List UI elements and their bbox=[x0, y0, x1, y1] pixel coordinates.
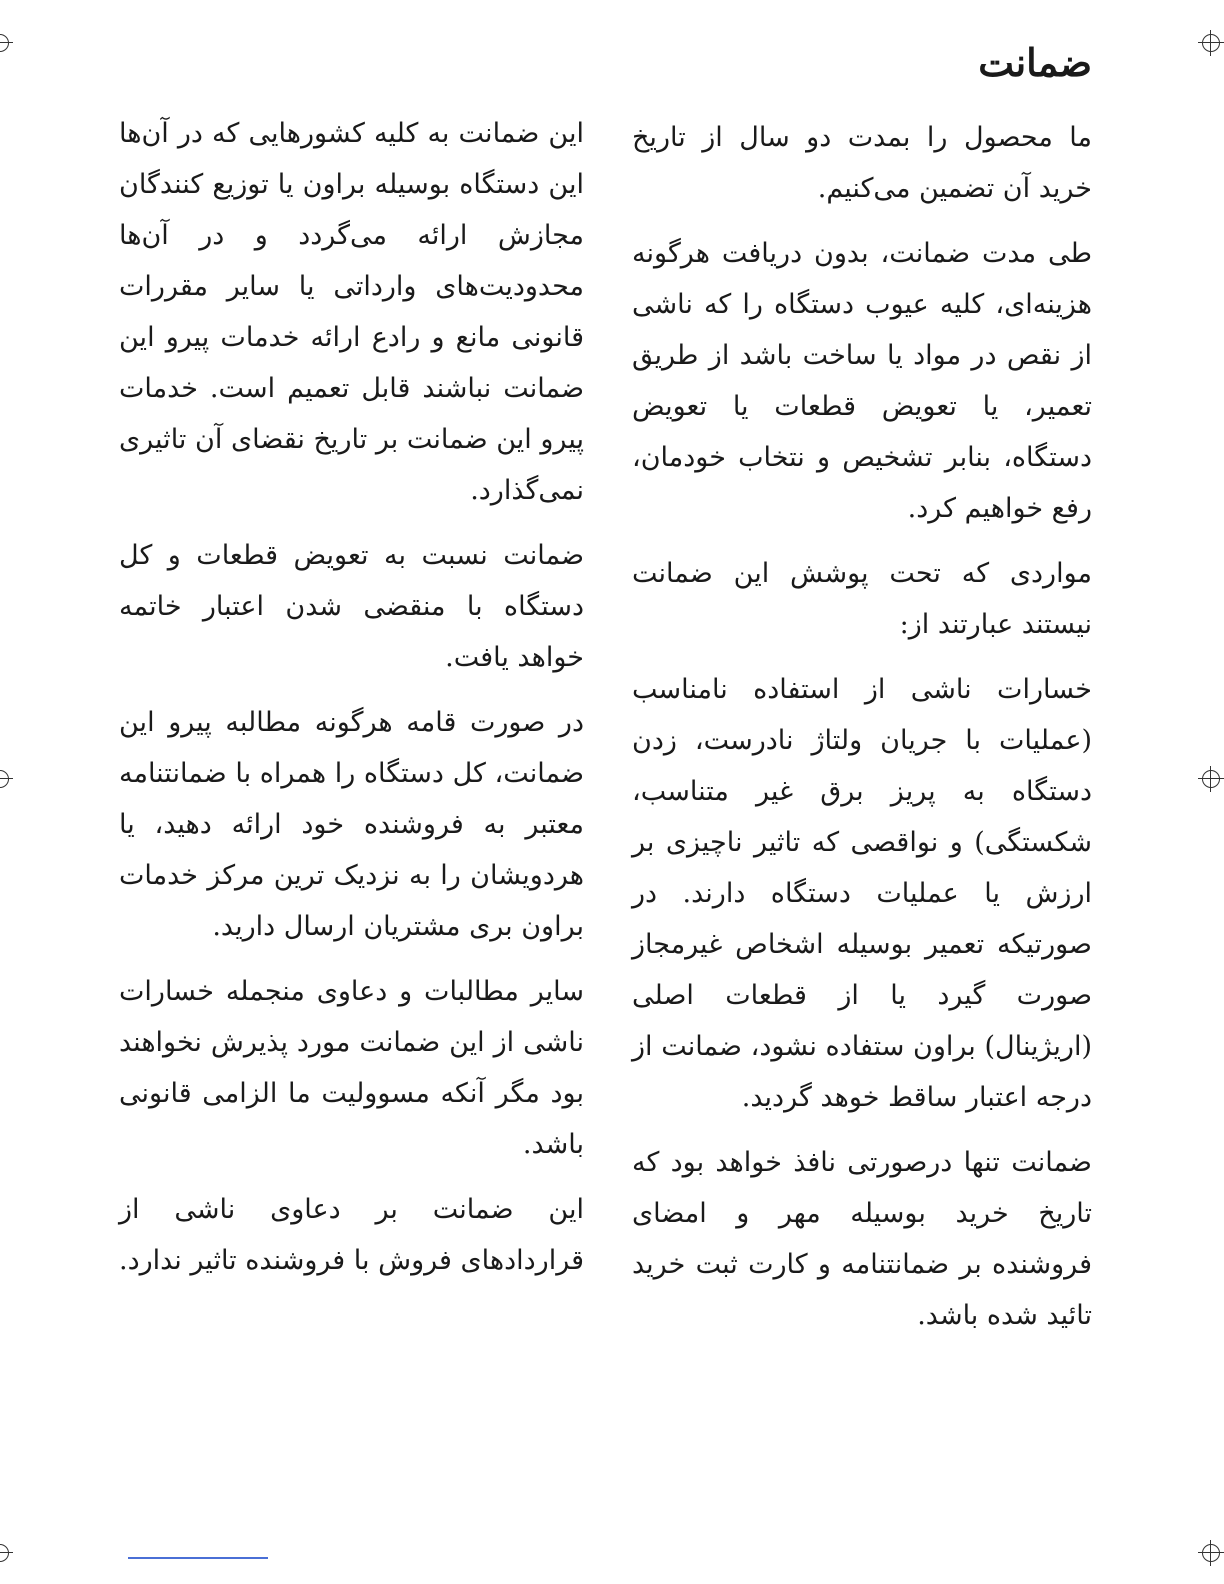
registration-mark-icon bbox=[1198, 766, 1224, 792]
paragraph: در صورت قامه هرگونه مطالبه پیرو این ضمانت، کل دستگاه را همراه با ضمانتنامه معتبر به فروشنده خود ارائه دهید، یا هردویشان را به نزدیک ترین مرکز خدمات براون بری مشتریان ارسال دارید. bbox=[119, 707, 584, 942]
registration-mark-icon bbox=[0, 1540, 13, 1566]
registration-mark-icon bbox=[1198, 30, 1224, 56]
left-column bbox=[119, 108, 584, 1300]
paragraph: سایر مطالبات و دعاوی منجمله خسارات ناشی از این ضمانت مورد پذیرش نخواهند بود مگر آنکه مسوولیت ما الزامی قانونی باشد. bbox=[119, 976, 584, 1160]
paragraph: ما محصول را بمدت دو سال از تاریخ خرید آن تضمین می‌کنیم. bbox=[632, 122, 1092, 204]
paragraph: طی مدت ضمانت، بدون دریافت هرگونه هزینه‌ای، کلیه عیوب دستگاه را که ناشی از نقص در مواد یا ساخت باشد از طریق تعمیر، یا تعویض قطعات یا تعویض دستگاه، بنابر تشخیص و نتخاب خودمان، رفع خواهیم کرد. bbox=[632, 238, 1092, 524]
paragraph: ضمانت نسبت به تعویض قطعات و کل دستگاه با منقضی شدن اعتبار خاتمه خواهد یافت. bbox=[119, 540, 584, 673]
paragraph: این ضمانت به کلیه کشورهایی که در آن‌ها این دستگاه بوسیله براون یا توزیع کنندگان مجازش ارائه می‌گردد و در آن‌ها محدودیت‌های وارداتی یا سایر مقررات قانونی مانع و رادع ارائه خدمات پیرو این ضمانت نباشند قابل تعمیم است. خدمات پیرو این ضمانت بر تاریخ نقضای آن تاثیری نمی‌گذارد. bbox=[119, 118, 584, 506]
right-column bbox=[632, 112, 1092, 1355]
bottom-divider bbox=[128, 1557, 268, 1559]
page-title: ضمانت bbox=[978, 40, 1092, 85]
paragraph: خسارات ناشی از استفاده نامناسب (عملیات با جریان ولتاژ نادرست، زدن دستگاه به پریز برق غیر متناسب، شکستگی) و نواقصی که تاثیر ناچیزی بر ارزش یا عملیات دستگاه دارند. در صورتیکه تعمیر بوسیله اشخاص غیرمجاز صورت گیرد یا از قطعات اصلی (اریژینال) براون ستفاده نشود، ضمانت از درجه اعتبار ساقط خوهد گردید. bbox=[632, 674, 1092, 1113]
paragraph: این ضمانت بر دعاوی ناشی از قراردادهای فروش با فروشنده تاثیر ندارد. bbox=[118, 1194, 584, 1276]
registration-mark-icon bbox=[0, 766, 13, 792]
registration-mark-icon bbox=[0, 30, 13, 56]
paragraph: مواردی که تحت پوشش این ضمانت نیستند عبارتند از: bbox=[632, 558, 1092, 640]
registration-mark-icon bbox=[1198, 1540, 1224, 1566]
paragraph: ضمانت تنها درصورتی نافذ خواهد بود که تاریخ خرید بوسیله مهر و امضای فروشنده بر ضمانتنامه و کارت ثبت خرید تائید شده باشد. bbox=[632, 1147, 1092, 1331]
